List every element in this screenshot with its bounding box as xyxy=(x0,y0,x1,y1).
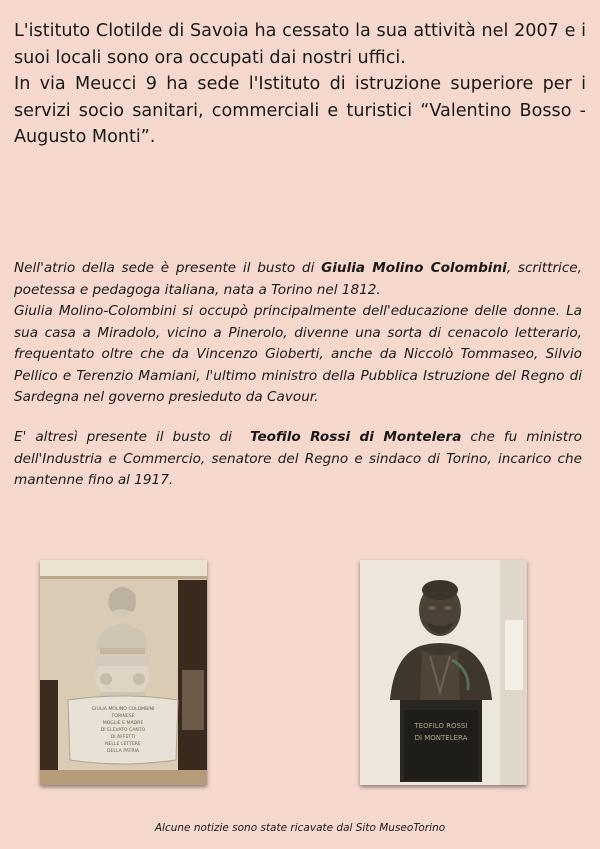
intro-paragraph-2: In via Meucci 9 ha sede l'Istituto di istruzione superiore per i servizi socio sanitari, commerciali e turistici “Valentino Bosso - Augusto Monti”. xyxy=(14,74,586,147)
colombini-bust-photo xyxy=(40,560,207,785)
colombini-section xyxy=(14,258,582,409)
plaque-line: NELLE LETTERE xyxy=(105,742,141,747)
colombini-bust-illustration xyxy=(40,560,207,785)
rossi-section xyxy=(14,427,582,492)
colombini-bio: Giulia Molino-Colombini si occupò principalmente dell'educazione delle donne. La sua casa a Miradolo, vicino a Pinerolo, divenne una sorta di cenacolo letterario, frequentato oltre che da Vincenzo Gioberti, anche da Niccolò Tommaseo, Silvio Pellico e Terenzio Mamiani, l'ultimo ministro della Pubblica Istruzione del Regno di Sardegna nel governo presieduto da Cavour. xyxy=(14,303,582,405)
rossi-suffix: che fu ministro dell'Industria e Commercio, senatore del Regno e sindaco di Torino, incarico che mantenne fino al 1917. xyxy=(14,429,582,488)
intro-text xyxy=(14,18,586,151)
rossi-bust-photo xyxy=(360,560,527,785)
plaque-line: TORINESE xyxy=(111,714,135,719)
plaque-line: GIULIA MOLINO COLOMBINI xyxy=(91,707,155,712)
colombini-prefix: Nell'atrio della sede è presente il busto di xyxy=(14,260,322,276)
source-caption: Alcune notizie sono state ricavate dal Sito MuseoTorino xyxy=(154,822,446,834)
rossi-intro xyxy=(14,427,582,492)
rossi-prefix: E' altresì presente il busto di xyxy=(14,429,250,445)
plaque-line: DI AFFETTI xyxy=(110,735,136,740)
colombini-name: Giulia Molino Colombini xyxy=(321,260,507,276)
rossi-name: Teofilo Rossi di Montelera xyxy=(249,429,462,445)
colombini-suffix: , scrittrice, poetessa e pedagoga italiana, nata a Torino nel 1812. xyxy=(14,260,582,298)
plaque-line: TEOFILO ROSSI xyxy=(414,722,468,730)
rossi-bust-illustration xyxy=(360,560,527,785)
plaque-line: MOGLIE E MADRE xyxy=(102,721,144,726)
colombini-intro xyxy=(14,258,582,301)
plaque-line: DI MONTELERA xyxy=(414,734,468,742)
plaque-line: DI ELEVATO CANTO xyxy=(100,728,146,733)
plaque-line: DELLA PATRIA xyxy=(106,749,140,754)
intro-paragraph-1: L'istituto Clotilde di Savoia ha cessato la sua attività nel 2007 e i suoi locali sono ora occupati dai nostri uffici. xyxy=(14,21,586,68)
